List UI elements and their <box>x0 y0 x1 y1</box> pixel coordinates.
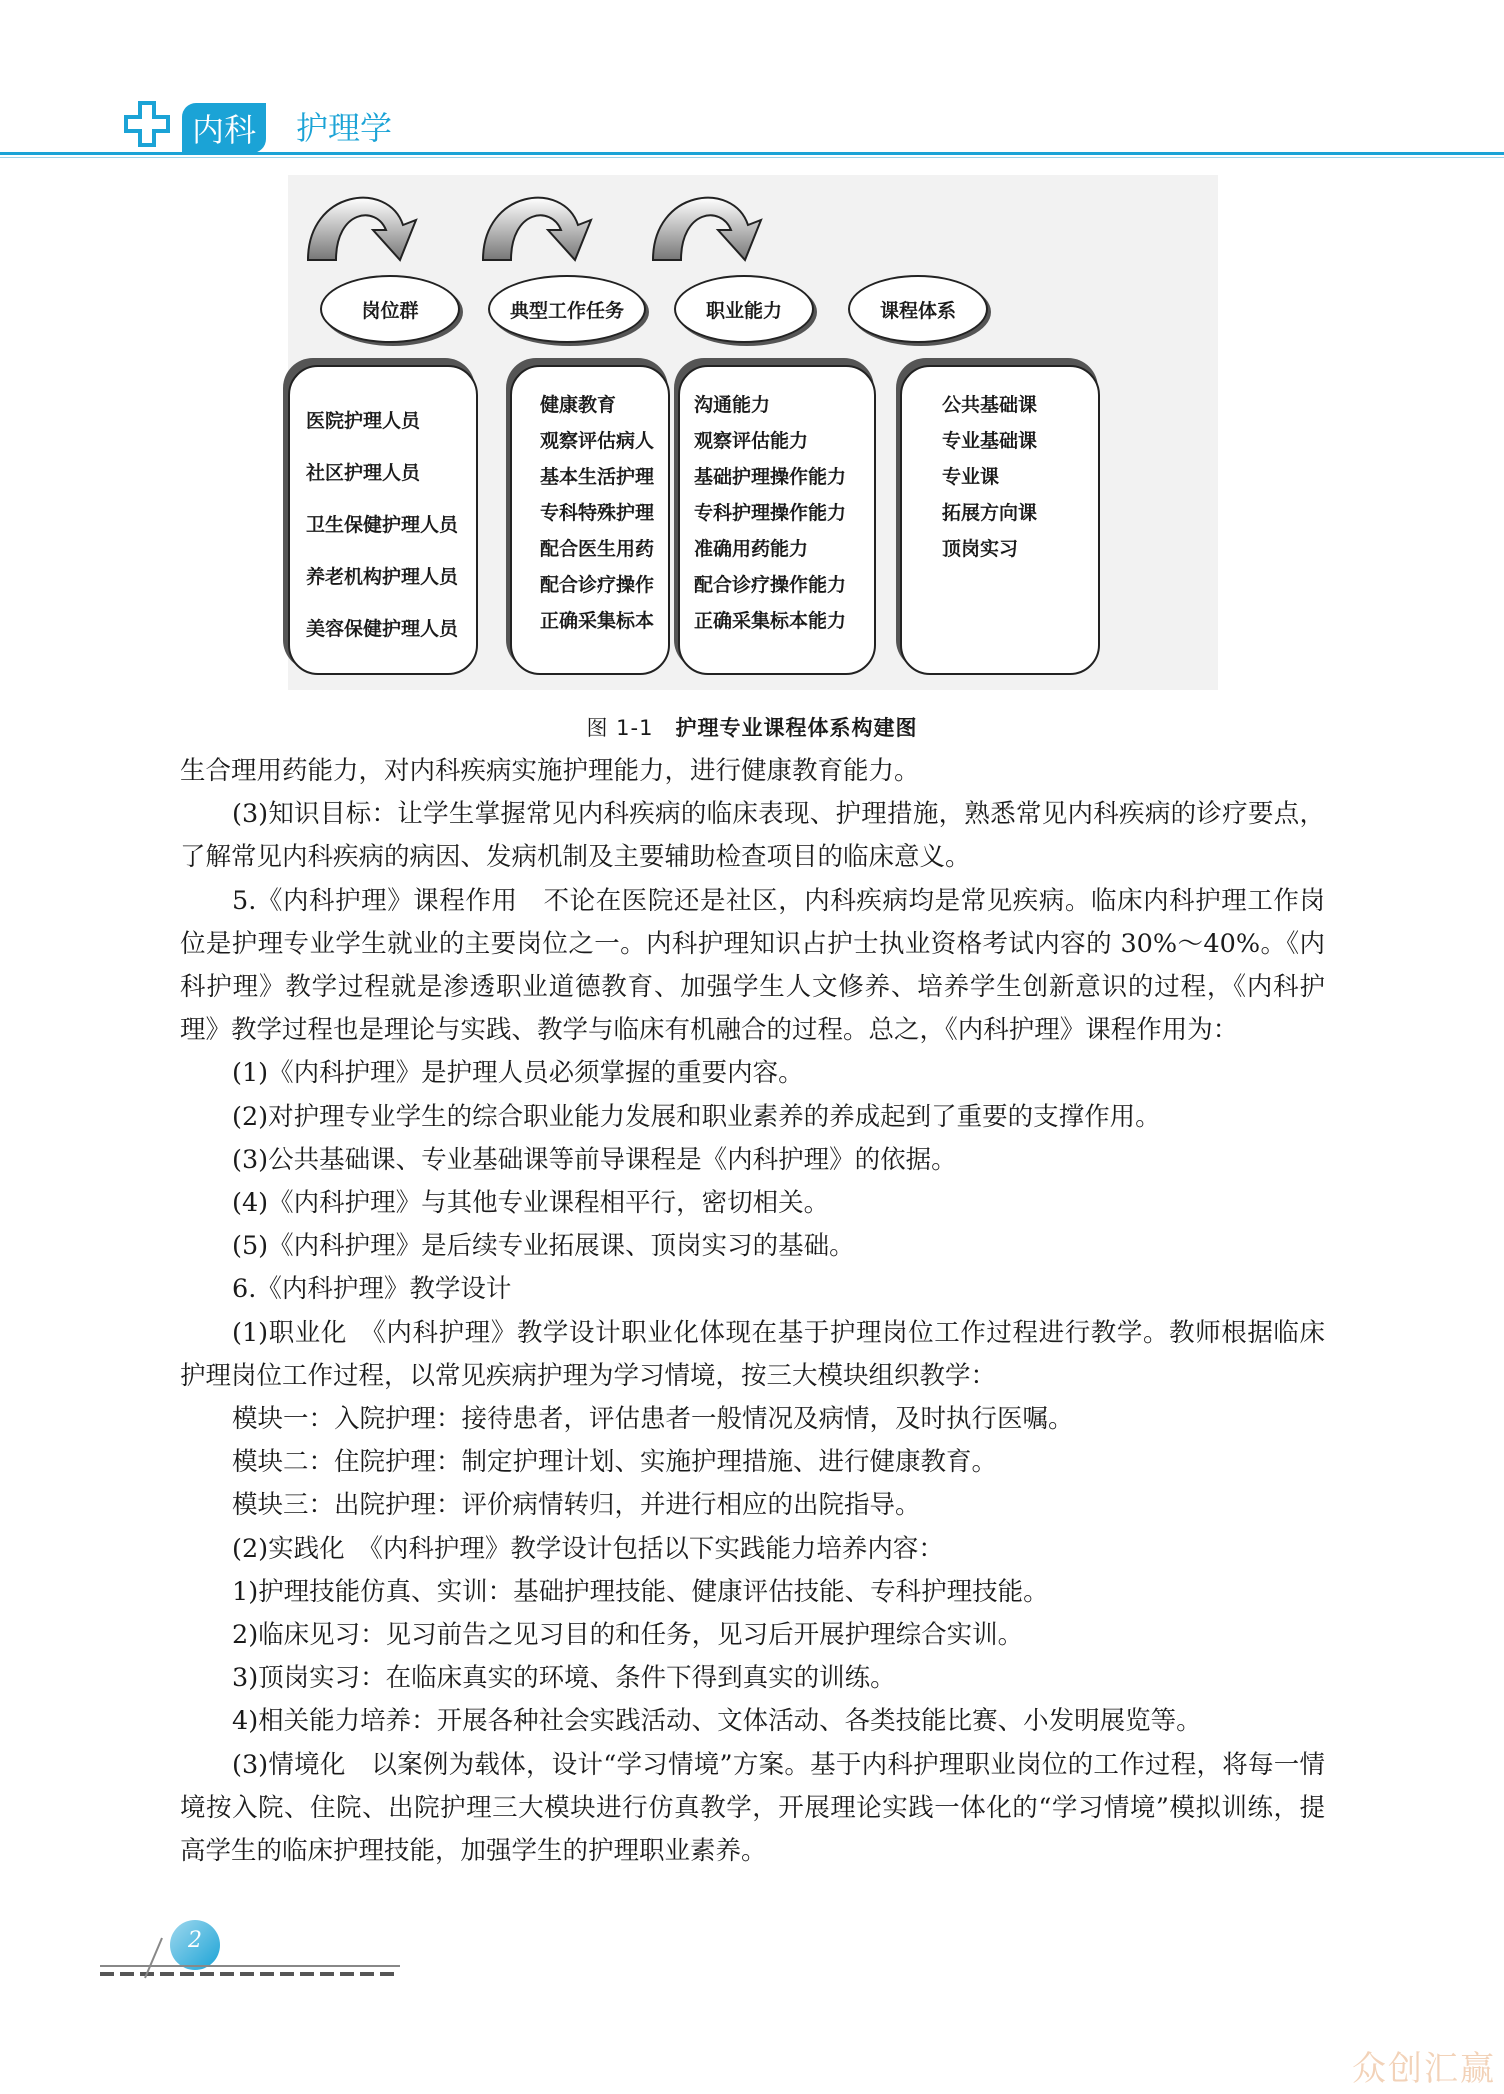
card-abilities <box>678 365 876 675</box>
medical-cross-icon <box>120 97 176 153</box>
column-title-oval: 岗位群 <box>320 275 460 343</box>
card-item: 社区护理人员 <box>306 462 421 484</box>
paragraph: 1)护理技能仿真、实训：基础护理技能、健康评估技能、专科护理技能。 <box>232 1576 1049 1607</box>
card-item: 专业基础课 <box>942 430 1038 452</box>
card-item: 公共基础课 <box>942 394 1038 416</box>
card-item: 专科护理操作能力 <box>694 502 847 524</box>
paragraph: (1)职业化 《内科护理》教学设计职业化体现在基于护理岗位工作过程进行教学。教师根据临床护理岗位工作过程，以常见疾病护理为学习情境，按三大模块组织教学： <box>180 1317 1325 1391</box>
card-item: 医院护理人员 <box>306 410 421 432</box>
paragraph: 3)顶岗实习：在临床真实的环境、条件下得到真实的训练。 <box>232 1663 896 1694</box>
card-item: 配合诊疗操作 <box>540 574 655 596</box>
card-item: 观察评估能力 <box>694 430 809 452</box>
card-item: 准确用药能力 <box>694 538 809 560</box>
paragraph: (2)对护理专业学生的综合职业能力发展和职业素养的养成起到了重要的支撑作用。 <box>232 1101 1161 1132</box>
paragraph: (3)知识目标：让学生掌握常见内科疾病的临床表现、护理措施，熟悉常见内科疾病的诊疗要点，了解常见内科疾病的病因、发病机制及主要辅助检查项目的临床意义。 <box>180 799 1325 873</box>
curriculum-diagram <box>288 175 1218 690</box>
header-rule-thin <box>0 157 1504 158</box>
header-rule <box>0 152 1504 155</box>
card-tasks <box>510 365 670 675</box>
card-item: 沟通能力 <box>694 394 771 416</box>
card-item: 正确采集标本能力 <box>694 610 847 632</box>
paragraph: (4)《内科护理》与其他专业课程相平行，密切相关。 <box>232 1188 830 1219</box>
paragraph: 模块一：入院护理：接待患者，评估患者一般情况及病情，及时执行医嘱。 <box>232 1404 1074 1435</box>
curved-arrow-icon <box>483 198 591 260</box>
column-title-oval: 课程体系 <box>848 275 988 343</box>
card-item: 基本生活护理 <box>540 466 655 488</box>
paragraph: (3)情境化 以案例为载体，设计“学习情境”方案。基于内科护理职业岗位的工作过程，将每一情境按入院、住院、出院护理三大模块进行仿真教学，开展理论实践一体化的“学习情境”模拟训练，提高学生的临床护理技能，加强学生的护理职业素养。 <box>180 1749 1325 1867</box>
card-item: 专科特殊护理 <box>540 502 655 524</box>
card-item: 顶岗实习 <box>942 538 1019 560</box>
column-title-oval: 职业能力 <box>674 275 814 343</box>
figure-number: 图 1-1 <box>586 716 654 740</box>
card-item: 基础护理操作能力 <box>694 466 847 488</box>
figure-caption <box>0 712 1504 742</box>
paragraph: (2)实践化 《内科护理》教学设计包括以下实践能力培养内容： <box>232 1533 944 1564</box>
curved-arrow-icon <box>653 198 761 260</box>
page-footer <box>100 1920 420 1980</box>
body-text <box>180 750 1325 1873</box>
card-item: 养老机构护理人员 <box>306 566 459 588</box>
paragraph: 2)临床见习：见习前告之见习目的和任务，见习后开展护理综合实训。 <box>232 1620 1024 1651</box>
footer-rule <box>100 1920 420 1980</box>
paragraph: (5)《内科护理》是后续专业拓展课、顶岗实习的基础。 <box>232 1231 855 1262</box>
curved-arrow-icon <box>308 198 416 260</box>
card-item: 配合诊疗操作能力 <box>694 574 847 596</box>
paragraph: 生合理用药能力，对内科疾病实施护理能力，进行健康教育能力。 <box>180 756 920 786</box>
column-title-oval: 典型工作任务 <box>488 275 646 343</box>
paragraph: (1)《内科护理》是护理人员必须掌握的重要内容。 <box>232 1058 804 1089</box>
section-heading: 6.《内科护理》教学设计 <box>232 1274 512 1305</box>
card-item: 配合医生用药 <box>540 538 655 560</box>
paragraph: 模块三：出院护理：评价病情转归，并进行相应的出院指导。 <box>232 1490 921 1521</box>
card-positions <box>288 365 478 675</box>
paragraph: 4)相关能力培养：开展各种社会实践活动、文体活动、各类技能比赛、小发明展览等。 <box>232 1706 1202 1737</box>
card-item: 美容保健护理人员 <box>306 618 459 640</box>
card-curriculum <box>900 365 1100 675</box>
paragraph: (3)公共基础课、专业基础课等前导课程是《内科护理》的依据。 <box>232 1144 957 1175</box>
card-item: 拓展方向课 <box>942 502 1038 524</box>
running-header <box>110 95 430 155</box>
card-item: 健康教育 <box>540 394 617 416</box>
card-item: 观察评估病人 <box>540 430 655 452</box>
header-title-a: 内科 <box>182 103 266 153</box>
paragraph: 5.《内科护理》课程作用 不论在医院还是社区，内科疾病均是常见疾病。临床内科护理工作岗位是护理专业学生就业的主要岗位之一。内科护理知识占护士执业资格考试内容的 30%～40%。《内科护理》教学过程就是渗透职业道德教育、加强学生人文修养、培养学生创新意识的过程，《内科护理》教学过程也是理论与实践、教学与临床有机融合的过程。总之，《内科护理》课程作用为： <box>180 885 1325 1046</box>
card-item: 卫生保健护理人员 <box>306 514 459 536</box>
watermark: 众创汇赢 <box>1352 2049 1496 2089</box>
figure-caption-text: 护理专业课程体系构建图 <box>675 716 918 740</box>
card-item: 专业课 <box>942 466 1000 488</box>
header-title-b: 护理学 <box>296 109 393 147</box>
page-number: 2 <box>188 1928 202 1953</box>
card-item: 正确采集标本 <box>540 610 655 632</box>
paragraph: 模块二：住院护理：制定护理计划、实施护理措施、进行健康教育。 <box>232 1447 998 1478</box>
